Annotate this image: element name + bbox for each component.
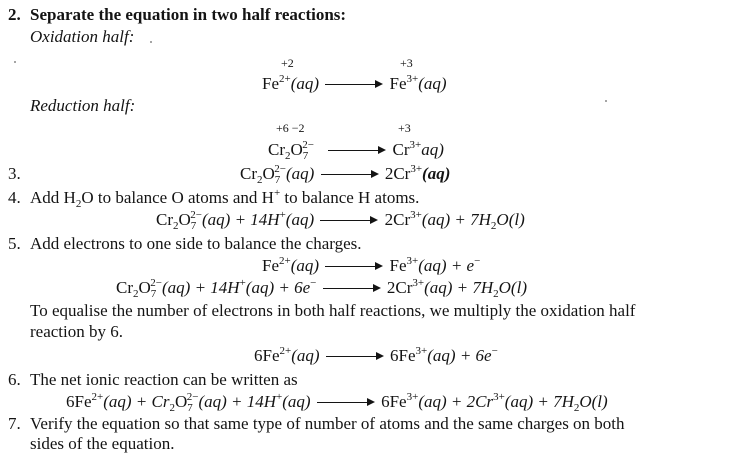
charge: 2+: [279, 73, 291, 85]
state: (aq) + e: [418, 256, 475, 275]
subscript: 7: [190, 220, 197, 232]
state: (aq) + 7H: [504, 392, 574, 411]
charge: +: [273, 187, 281, 199]
charge: 2−: [274, 163, 286, 175]
oxidation-half-equation: [262, 74, 447, 94]
species: O: [290, 140, 303, 159]
charge: 2−: [186, 391, 199, 403]
step-5-number: 5.: [8, 234, 21, 253]
step-7-line-1: Verify the equation so that same type of number of atoms and the same charges on both: [30, 414, 625, 433]
species: Cr: [240, 164, 257, 183]
subscript: 2: [173, 220, 179, 232]
subscript: 2: [573, 402, 580, 414]
charge: −: [491, 345, 498, 357]
subscript: 2: [285, 150, 291, 162]
step-3-equation: [240, 164, 450, 184]
charge: 2+: [91, 391, 104, 403]
species: O: [174, 392, 188, 411]
step-5-equation-1: [262, 256, 480, 276]
oxidation-half-label: Oxidation half:: [30, 27, 135, 46]
species: 2Cr: [386, 278, 413, 297]
species: 6Fe: [390, 346, 416, 365]
species: 2Cr: [384, 210, 411, 229]
oxidation-number: +6 −2: [276, 121, 305, 135]
state: O(l): [498, 278, 527, 297]
step-7-number: 7.: [8, 414, 21, 433]
reaction-arrow-icon: [325, 262, 383, 272]
reaction-arrow-icon: [328, 146, 386, 156]
reaction-arrow-icon: [317, 398, 375, 408]
species: 6Fe: [66, 392, 92, 411]
oxidation-number: +3: [400, 56, 413, 70]
step-5-text: Add electrons to one side to balance the charges.: [30, 234, 362, 253]
multiplied-oxidation-equation: [254, 346, 498, 366]
reduction-half-equation: [268, 140, 444, 160]
species: 6Fe: [381, 392, 407, 411]
step-6-number: 6.: [8, 370, 21, 389]
reaction-arrow-icon: [325, 80, 383, 90]
state: (aq): [286, 164, 315, 183]
species: O: [178, 210, 191, 229]
step-4-equation: [156, 210, 525, 230]
charge: 3+: [493, 391, 505, 403]
reaction-arrow-icon: [321, 170, 379, 180]
charge: 3+: [410, 163, 423, 175]
state: (aq): [418, 74, 447, 93]
state: (aq) + 6e: [427, 346, 492, 365]
species: Cr: [156, 210, 173, 229]
species: 6Fe: [254, 346, 280, 365]
state: (aq): [422, 164, 451, 183]
state: O(l): [579, 392, 608, 411]
state: (aq): [285, 210, 315, 229]
state: O(l): [496, 210, 525, 229]
state: (aq): [282, 392, 311, 411]
charge: 3+: [406, 255, 419, 267]
reaction-arrow-icon: [323, 284, 381, 294]
charge: 3+: [415, 345, 428, 357]
step-7-line-2: sides of the equation.: [30, 434, 175, 453]
subscript: 7: [274, 174, 281, 186]
charge: 3+: [412, 277, 425, 289]
species: 2Cr: [384, 164, 411, 183]
state: (aq): [291, 346, 320, 365]
subscript: 2: [133, 288, 139, 300]
charge: 3+: [406, 73, 419, 85]
charge: 3+: [409, 139, 422, 151]
charge: −: [310, 277, 317, 289]
reduction-half-label: Reduction half:: [30, 96, 136, 115]
charge: +: [239, 277, 246, 289]
state: (aq): [290, 74, 320, 93]
species: Fe: [389, 74, 407, 93]
species: O: [138, 278, 151, 297]
text-run: O to balance O atoms and H: [81, 188, 274, 207]
species: Fe: [262, 74, 279, 93]
state: (aq) + 14H: [162, 278, 240, 297]
state: (aq) + Cr: [103, 392, 170, 411]
oxidation-number: +3: [398, 121, 411, 135]
reaction-arrow-icon: [326, 352, 384, 362]
charge: 2+: [279, 345, 292, 357]
species: Cr: [116, 278, 133, 297]
state: (aq) + 14H: [198, 392, 277, 411]
charge: 2−: [150, 277, 162, 289]
state: (aq) + 6e: [245, 278, 311, 297]
state: (aq) + 2Cr: [418, 392, 494, 411]
subscript: 7: [150, 288, 157, 300]
subscript: 2: [490, 220, 497, 232]
species: O: [262, 164, 275, 183]
charge: 2−: [302, 139, 314, 151]
species: Fe: [389, 256, 407, 275]
charge: +: [276, 391, 283, 403]
explanation-line-2: reaction by 6.: [30, 322, 123, 341]
subscript: 2: [257, 174, 263, 186]
subscript: 7: [302, 150, 309, 162]
subscript: 2: [169, 402, 175, 414]
state: aq): [421, 140, 444, 159]
step-5-equation-2: [116, 278, 527, 298]
step-2-heading: Separate the equation in two half reactions:: [30, 5, 347, 24]
subscript: 2: [493, 288, 499, 300]
charge: +: [279, 209, 286, 221]
state: (aq): [290, 256, 320, 275]
state: (aq) + 7H: [424, 278, 494, 297]
charge: 2−: [190, 209, 202, 221]
subscript: 2: [75, 198, 82, 210]
charge: 3+: [406, 391, 419, 403]
step-6-text: The net ionic reaction can be written as: [30, 370, 298, 389]
step-4-number: 4.: [8, 188, 21, 207]
reaction-arrow-icon: [320, 216, 378, 226]
charge: 2+: [279, 255, 291, 267]
text-run: to balance H atoms.: [280, 188, 420, 207]
stray-mark: [14, 61, 16, 63]
species: Fe: [262, 256, 279, 275]
species: Cr: [392, 140, 410, 159]
subscript: 7: [187, 402, 193, 414]
net-ionic-equation: [66, 392, 608, 412]
state: (aq) + 14H: [202, 210, 280, 229]
step-3-number: 3.: [8, 164, 21, 183]
charge: 3+: [410, 209, 422, 221]
step-4-text: [30, 188, 419, 208]
stray-mark: [605, 100, 607, 102]
stray-mark: [150, 41, 152, 43]
step-2-number: 2.: [8, 5, 21, 24]
oxidation-number: +2: [281, 56, 294, 70]
charge: −: [474, 255, 481, 267]
explanation-line-1: To equalise the number of electrons in both half reactions, we multiply the oxidation half: [30, 301, 636, 320]
text-run: Add H: [30, 188, 76, 207]
state: (aq) + 7H: [421, 210, 491, 229]
species: Cr: [268, 140, 285, 159]
